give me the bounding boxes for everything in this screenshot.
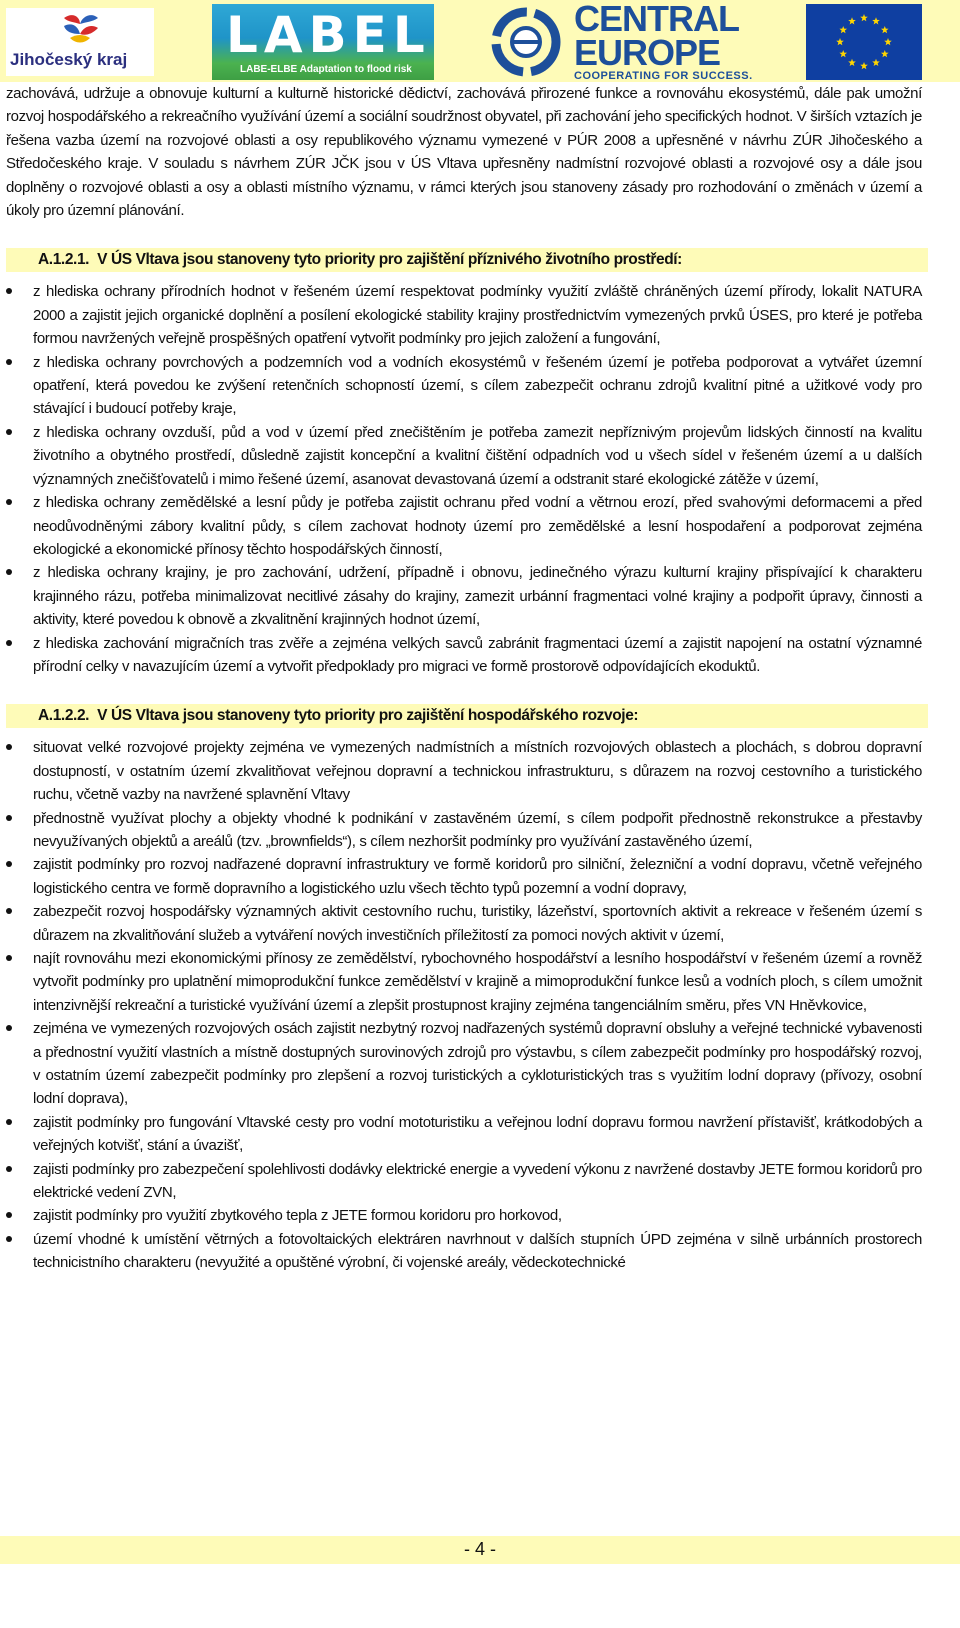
section-title: V ÚS Vltava jsou stanoveny tyto priority pro zajištění hospodářského rozvoje:: [97, 707, 639, 725]
list-item-text: z hlediska ochrany povrchových a podzemních vod a vodních ekosystémů v řešeném území je potřeba podporovat a vytvářet územní opatření, která povedou ke zvýšení retenčních schopností území, s cílem zabezpečit ochranu zdrojů kvalitní pitné a užitkové vody pro stávající i budoucí potřeby kraje,: [33, 353, 922, 418]
bullet-icon: [6, 1025, 12, 1031]
list-item: [6, 632, 922, 679]
list-item: [6, 807, 922, 854]
bullet-icon: [6, 861, 12, 867]
eu-star-icon: [839, 26, 847, 33]
list-item: [6, 947, 922, 1017]
bullet-icon: [6, 908, 12, 914]
ce-logo-line2: EUROPE: [574, 32, 721, 73]
ce-logo-line1: CENTRAL: [574, 0, 739, 39]
eu-star-icon: [848, 17, 856, 24]
list-item-text: zajisti podmínky pro zabezpečení spolehlivosti dodávky elektrické energie a vyvedení výkonu z navržené dostavby JETE formou koridorů pro elektrické vedení ZVN,: [33, 1160, 922, 1202]
list-item: [6, 1228, 922, 1275]
jihocesky-kraj-emblem-icon: [60, 12, 100, 48]
list-item: [6, 1158, 922, 1205]
list-item: [6, 280, 922, 350]
list-item-text: z hlediska ochrany krajiny, je pro zachování, udržení, případně i obnovu, jedinečného výrazu kulturní krajiny přispívající k charakteru krajinného rázu, potřeba minimalizovat necitlivé zásahy do krajiny, zamezit urbánní fragmentaci volné krajiny a podpořit úpravy, činnosti a aktivity, které povedou k obnově a zkvalitnění krajinných hodnot území,: [33, 564, 922, 629]
intro-paragraph: zachovává, udržuje a obnovuje kulturní a kulturně historické dědictví, zachovává přirozené funkce a rovnováhu ekosystémů, dále pak umožní rozvoj hospodářského a rekreačního využívání území a sociální soudržnost obyvatel, při zachování jeho specifických hodnot. V širších vztazích je řešena vazba území na rozvojové oblasti a osy republikového významu vymezené v PÚR 2008 a upřesněné v návrhu ZÚR Jihočeského a Středočeského kraje. V souladu s návrhem ZÚR JČK jsou v ÚS Vltava upřesněny nadmístní rozvojové oblasti a rozvojové osy a dále jsou doplněny o rozvojové oblasti a osy a oblasti místního významu, v rámci kterých jsou stanoveny zásady pro rozhodování o změnách v území a úkoly pro územní plánování.: [6, 85, 922, 220]
list-item: [6, 1111, 922, 1158]
eu-star-icon: [881, 50, 889, 57]
list-item-text: z hlediska ochrany přírodních hodnot v řešeném území respektovat podmínky využití zvláště chráněných území přírody, lokalit NATURA 2000 a zajistit jejich organické doplnění a posílení ekologické stability krajiny prostřednictvím vymezených prvků ÚSES, pro které je potřeba formou navržených veřejně prospěšných opatření vytvořit podmínky pro jejich založení a fungování,: [33, 283, 922, 348]
economy-priorities-list: [6, 736, 922, 1274]
list-item: [6, 1204, 922, 1227]
list-item: [6, 491, 922, 561]
list-item-text: z hlediska ochrany ovzduší, půd a vod v území před znečištěním je potřeba zamezit nepříznivým projevům lidských činností na kvalitu životního a obytného prostředí, důsledně zajistit koncepční a kvalitní čištění odpadních vod u všech sídel v řešeném území a u dalších významných znečišťovatelů i mimo řešené území, asanovat devastovaná území a odstranit staré ekologické zátěže v území,: [33, 423, 922, 488]
list-item-text: zajistit podmínky pro rozvoj nadřazené dopravní infrastruktury ve formě koridorů pro silniční, železniční a vodní dopravu, včetně veřejného logistického centra ve formě dopravního a logistického uzlu všech těchto typů pozemní a vodní dopravy,: [33, 856, 922, 897]
bullet-icon: [6, 288, 12, 294]
list-item-text: najít rovnováhu mezi ekonomickými přínosy ze zemědělství, rybochovného hospodářství a lesního hospodářství v řešeném území a rovněž vytvořit podmínky pro uplatnění mimoprodukční funkce zemědělství v krajině a mimoprodukční funkce lesů a vodních ploch, s cílem umožnit intenzivnější rekreační a turistické využívání území a zlepšit prostupnost krajiny zejména tangenciálním směru, přes VN Hněvkovice,: [33, 950, 922, 1014]
list-item: [6, 561, 922, 631]
bullet-icon: [6, 569, 12, 575]
label-logo-text: LABEL: [226, 6, 431, 64]
bullet-icon: [6, 1236, 12, 1242]
list-item: [6, 1017, 922, 1111]
bullet-icon: [6, 744, 12, 750]
jihocesky-kraj-logo: [6, 8, 154, 76]
list-item-text: z hlediska zachování migračních tras zvěře a zejména velkých savců zabránit fragmentaci území a zajistit napojení na ostatní významné přírodní celky v navazujícím území a vytvořit předpoklady pro migraci ve formě prostorově odpovídajících ekoduktů.: [33, 634, 922, 675]
central-europe-logo: [482, 0, 774, 82]
section-number: A.1.2.1.: [38, 251, 90, 269]
kraj-logo-text: Jihočeský kraj: [10, 50, 128, 69]
list-item-text: zajistit podmínky pro fungování Vltavské cesty pro vodní mototuristiku a veřejnou lodní dopravu formou navržení přístavišť, krátkodobých a veřejných kotvišť, stání a úvazišť,: [33, 1113, 922, 1155]
bullet-icon: [6, 1212, 12, 1218]
list-item-text: území vhodné k umístění větrných a fotovoltaických elektráren navrhnout v dalších stupních ÚPD zejména v silně urbánních prostorech technicistního charakteru (nevyužité a opuštěné výrobní, či vojenské areály, vědeckotechnické: [33, 1230, 922, 1272]
eu-star-icon: [872, 59, 880, 66]
bullet-icon: [6, 499, 12, 505]
section-number: A.1.2.2.: [38, 707, 90, 725]
logo-header: [0, 0, 960, 82]
central-europe-mark-icon: [482, 4, 568, 80]
eu-flag-icon: [806, 4, 922, 80]
document-body: [6, 82, 922, 1275]
bullet-icon: [6, 815, 12, 821]
label-logo-subtitle: LABE-ELBE Adaptation to flood risk: [240, 64, 412, 75]
bullet-icon: [6, 640, 12, 646]
eu-star-icon: [839, 50, 847, 57]
section-heading-environment: [6, 248, 928, 272]
eu-star-icon: [872, 17, 880, 24]
list-item: [6, 853, 922, 900]
list-item: [6, 900, 922, 947]
page-number: - 4 -: [463, 1539, 496, 1559]
bullet-icon: [6, 429, 12, 435]
list-item-text: situovat velké rozvojové projekty zejména ve vymezených nadmístních a místních rozvojových oblastech a plochách, s dobrou dopravní dostupností, v ostatním území zkvalitňovat veřejnou dopravní a technickou infrastrukturu, s důrazem na rozvoj cestovního a turistického ruchu, včetně vazby na navržené splavnění Vltavy: [33, 739, 922, 804]
list-item-text: zejména ve vymezených rozvojových osách zajistit nezbytný rozvoj nadřazených systémů dopravní obsluhy a veřejné technické vybavenosti a přednostní využití vlastních a místně dostupných surovinových zdrojů pro výstavbu, s cílem zabezpečit podmínky pro hospodářský rozvoj, v ostatním území zabezpečit podmínky pro zlepšení a rozvoj turistických a cykloturistických tras s využitím lodní dopravy (přívozy, osobní lodní doprava),: [33, 1020, 922, 1108]
bullet-icon: [6, 955, 12, 961]
list-item-text: přednostně využívat plochy a objekty vhodné k podnikání v zastavěném území, s cílem podpořit přednostně rekonstrukce a přestavby nevyužívaných objektů a areálů (tzv. „brownfields“), s cílem nezhoršit podmínky pro využívání zastavěného území,: [33, 809, 922, 850]
label-project-logo: [212, 4, 434, 80]
section-heading-economy: [6, 704, 928, 728]
page-footer: [0, 1536, 960, 1564]
bullet-icon: [6, 1119, 12, 1125]
eu-flag-logo: [806, 4, 922, 80]
eu-star-icon: [848, 59, 856, 66]
list-item-text: z hlediska ochrany zemědělské a lesní půdy je potřeba zajistit ochranu před vodní a větrnou erozí, před svahovými deformacemi a před neodůvodněnými zábory kvalitní půdy, s cílem zachovat hodnoty území pro zemědělské a lesní hospodaření a podporovat zejména ekologické a ekonomické přínosy těchto hospodářských činností,: [33, 494, 922, 558]
eu-star-icon: [884, 38, 892, 45]
bullet-icon: [6, 359, 12, 365]
eu-star-icon: [836, 38, 844, 45]
list-item-text: zabezpečit rozvoj hospodářsky významných aktivit cestovního ruchu, turistiky, lázeňství, sportovních aktivit a rekreace v řešeném území s důrazem na zkvalitňování služeb a vytváření nových investičních příležitostí za pomoci nových aktivit v území,: [33, 903, 922, 944]
bullet-icon: [6, 1166, 12, 1172]
eu-star-icon: [860, 14, 868, 21]
section-title: V ÚS Vltava jsou stanoveny tyto priority pro zajištění příznivého životního prostředí:: [97, 251, 682, 269]
list-item: [6, 421, 922, 491]
ce-logo-tagline: COOPERATING FOR SUCCESS.: [574, 70, 753, 82]
eu-star-icon: [881, 26, 889, 33]
environment-priorities-list: [6, 280, 922, 678]
list-item-text: zajistit podmínky pro využití zbytkového tepla z JETE formou koridoru pro horkovod,: [33, 1207, 562, 1225]
eu-star-icon: [860, 62, 868, 69]
list-item: [6, 351, 922, 421]
list-item: [6, 736, 922, 806]
